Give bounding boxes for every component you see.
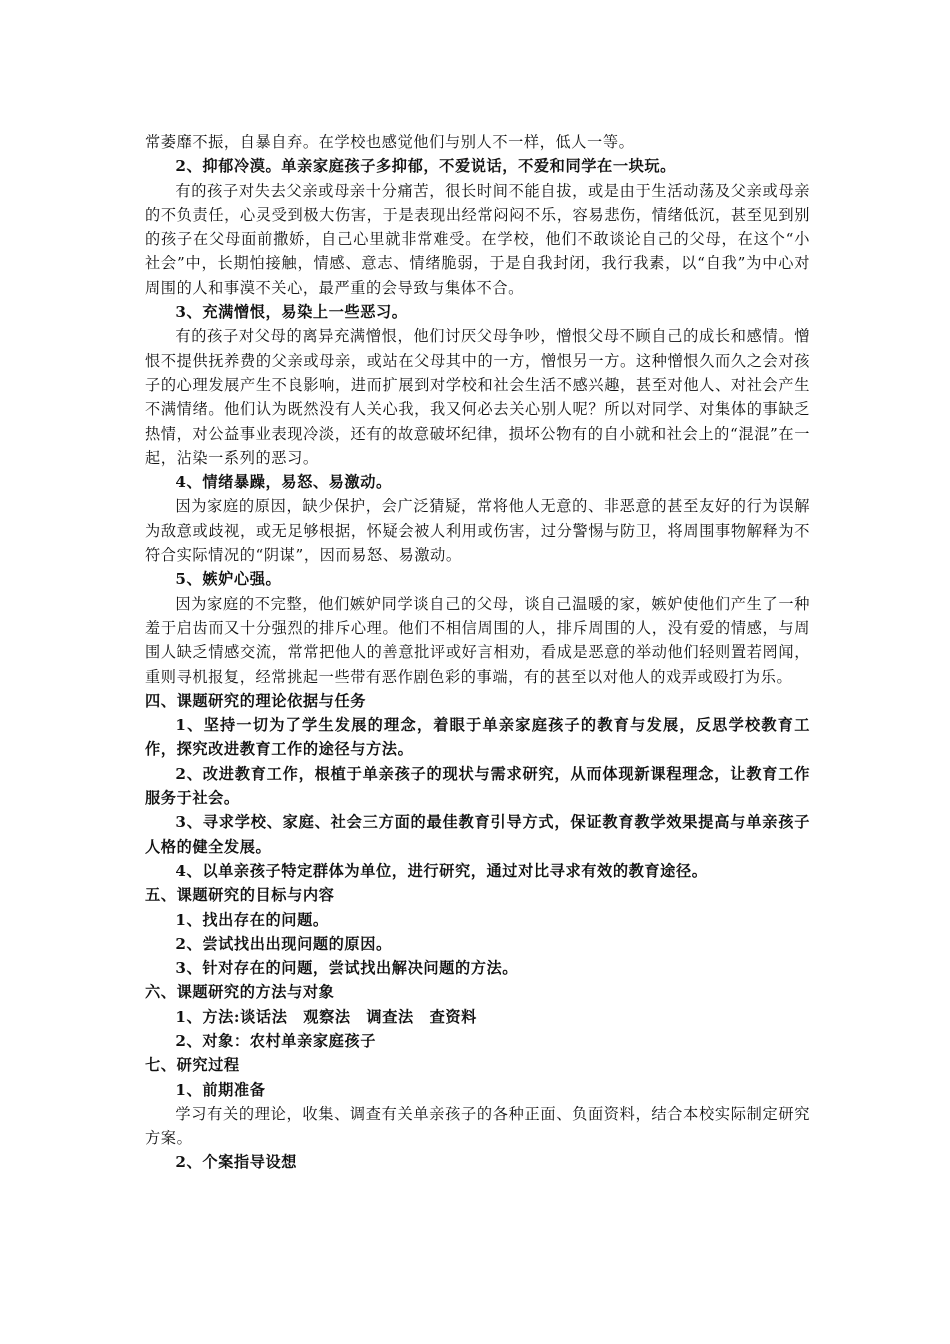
- paragraph-body: 有的孩子对父母的离异充满憎恨，他们讨厌父母争吵，憎恨父母不顾自己的成长和感情。憎恨不提供抚养费的父亲或母亲，或站在父母其中的一方，憎恨另一方。这种憎恨久而久之会对孩子的心理发展产生不良影响，进而扩展到对学校和社会生活不感兴趣，甚至对他人、对社会产生不满情绪。他们认为既然没有人关心我，我又何必去关心别人呢？所以对同学、对集体的事缺乏热情，对公益事业表现冷淡，还有的故意破坏纪律，损坏公物有的自小就和社会上的“混混”在一起，沾染一系列的恶习。: [145, 327, 810, 467]
- list-item: 3、针对存在的问题，尝试找出解决问题的方法。: [175, 959, 519, 978]
- paragraph-body: 学习有关的理论，收集、调查有关单亲孩子的各种正面、负面资料，结合本校实际制定研究方案。: [145, 1104, 810, 1148]
- paragraph-body: 因为家庭的不完整，他们嫉妒同学谈自己的父母，谈自己温暖的家，嫉妒使他们产生了一种羞于启齿而又十分强烈的排斥心理。他们不相信周围的人，排斥周围的人，没有爱的情感，与周围人缺乏情感交流，常常把他人的善意批评或好言相劝，看成是恶意的举动他们轻则置若罔闻，重则寻机报复，经常挑起一些带有恶作剧色彩的事端，有的甚至以对他人的戏弄或殴打为乐。: [145, 594, 810, 686]
- paragraph-body: 因为家庭的原因，缺少保护，会广泛猜疑，常将他人无意的、非恶意的甚至友好的行为误解为敌意或歧视，或无足够根据，怀疑会被人利用或伤害，过分警惕与防卫，将周围事物解释为不符合实际情况的“阴谋”，因而易怒、易激动。: [145, 497, 810, 565]
- list-item: 2、尝试找出出现问题的原因。: [175, 934, 392, 953]
- section-heading-6: 六、课题研究的方法与对象: [145, 983, 335, 1002]
- paragraph-body: 常萎靡不振，自暴自弃。在学校也感觉他们与别人不一样，低人一等。: [145, 133, 635, 151]
- section-heading-7: 七、研究过程: [145, 1056, 240, 1075]
- subheading-hatred: 3、充满憎恨，易染上一些恶习。: [175, 303, 408, 322]
- list-item: 3、寻求学校、家庭、社会三方面的最佳教育引导方式，保证教育教学效果提高与单亲孩子人格的健全发展。: [145, 813, 810, 856]
- subheading-preparation: 1、前期准备: [175, 1080, 266, 1099]
- subheading-irritable: 4、情绪暴躁，易怒、易激动。: [175, 473, 392, 492]
- list-item: 4、以单亲孩子特定群体为单位，进行研究，通过对比寻求有效的教育途径。: [175, 861, 708, 880]
- section-heading-5: 五、课题研究的目标与内容: [145, 886, 335, 905]
- section-heading-4: 四、课题研究的理论依据与任务: [145, 691, 367, 710]
- subheading-case-guidance: 2、个案指导设想: [175, 1153, 298, 1172]
- subheading-jealousy: 5、嫉妒心强。: [175, 570, 282, 589]
- list-item: 1、找出存在的问题。: [175, 910, 329, 929]
- paragraph-body: 有的孩子对失去父亲或母亲十分痛苦，很长时间不能自拔，或是由于生活动荡及父亲或母亲的不负责任，心灵受到极大伤害，于是表现出经常闷闷不乐，容易悲伤，情绪低沉，甚至见到别的孩子在父母面前撒娇，自己心里就非常难受。在学校，他们不敢谈论自己的父母，在这个“小社会”中，长期怕接触，情感、意志、情绪脆弱，于是自我封闭，我行我素，以“自我”为中心对周围的人和事漠不关心，最严重的会导致与集体不合。: [145, 181, 810, 297]
- list-item: 2、对象：农村单亲家庭孩子: [175, 1031, 377, 1050]
- subheading-depression: 2、抑郁冷漠。单亲家庭孩子多抑郁，不爱说话，不爱和同学在一块玩。: [175, 157, 676, 176]
- list-item: 2、改进教育工作，根植于单亲孩子的现状与需求研究，从而体现新课程理念，让教育工作服务于社会。: [145, 764, 810, 808]
- document-page: [145, 130, 810, 1175]
- list-item: 1、坚持一切为了学生发展的理念，着眼于单亲家庭孩子的教育与发展，反思学校教育工作，探究改进教育工作的途径与方法。: [145, 716, 810, 759]
- list-item: 1、方法:谈话法 观察法 调查法 查资料: [175, 1007, 477, 1026]
